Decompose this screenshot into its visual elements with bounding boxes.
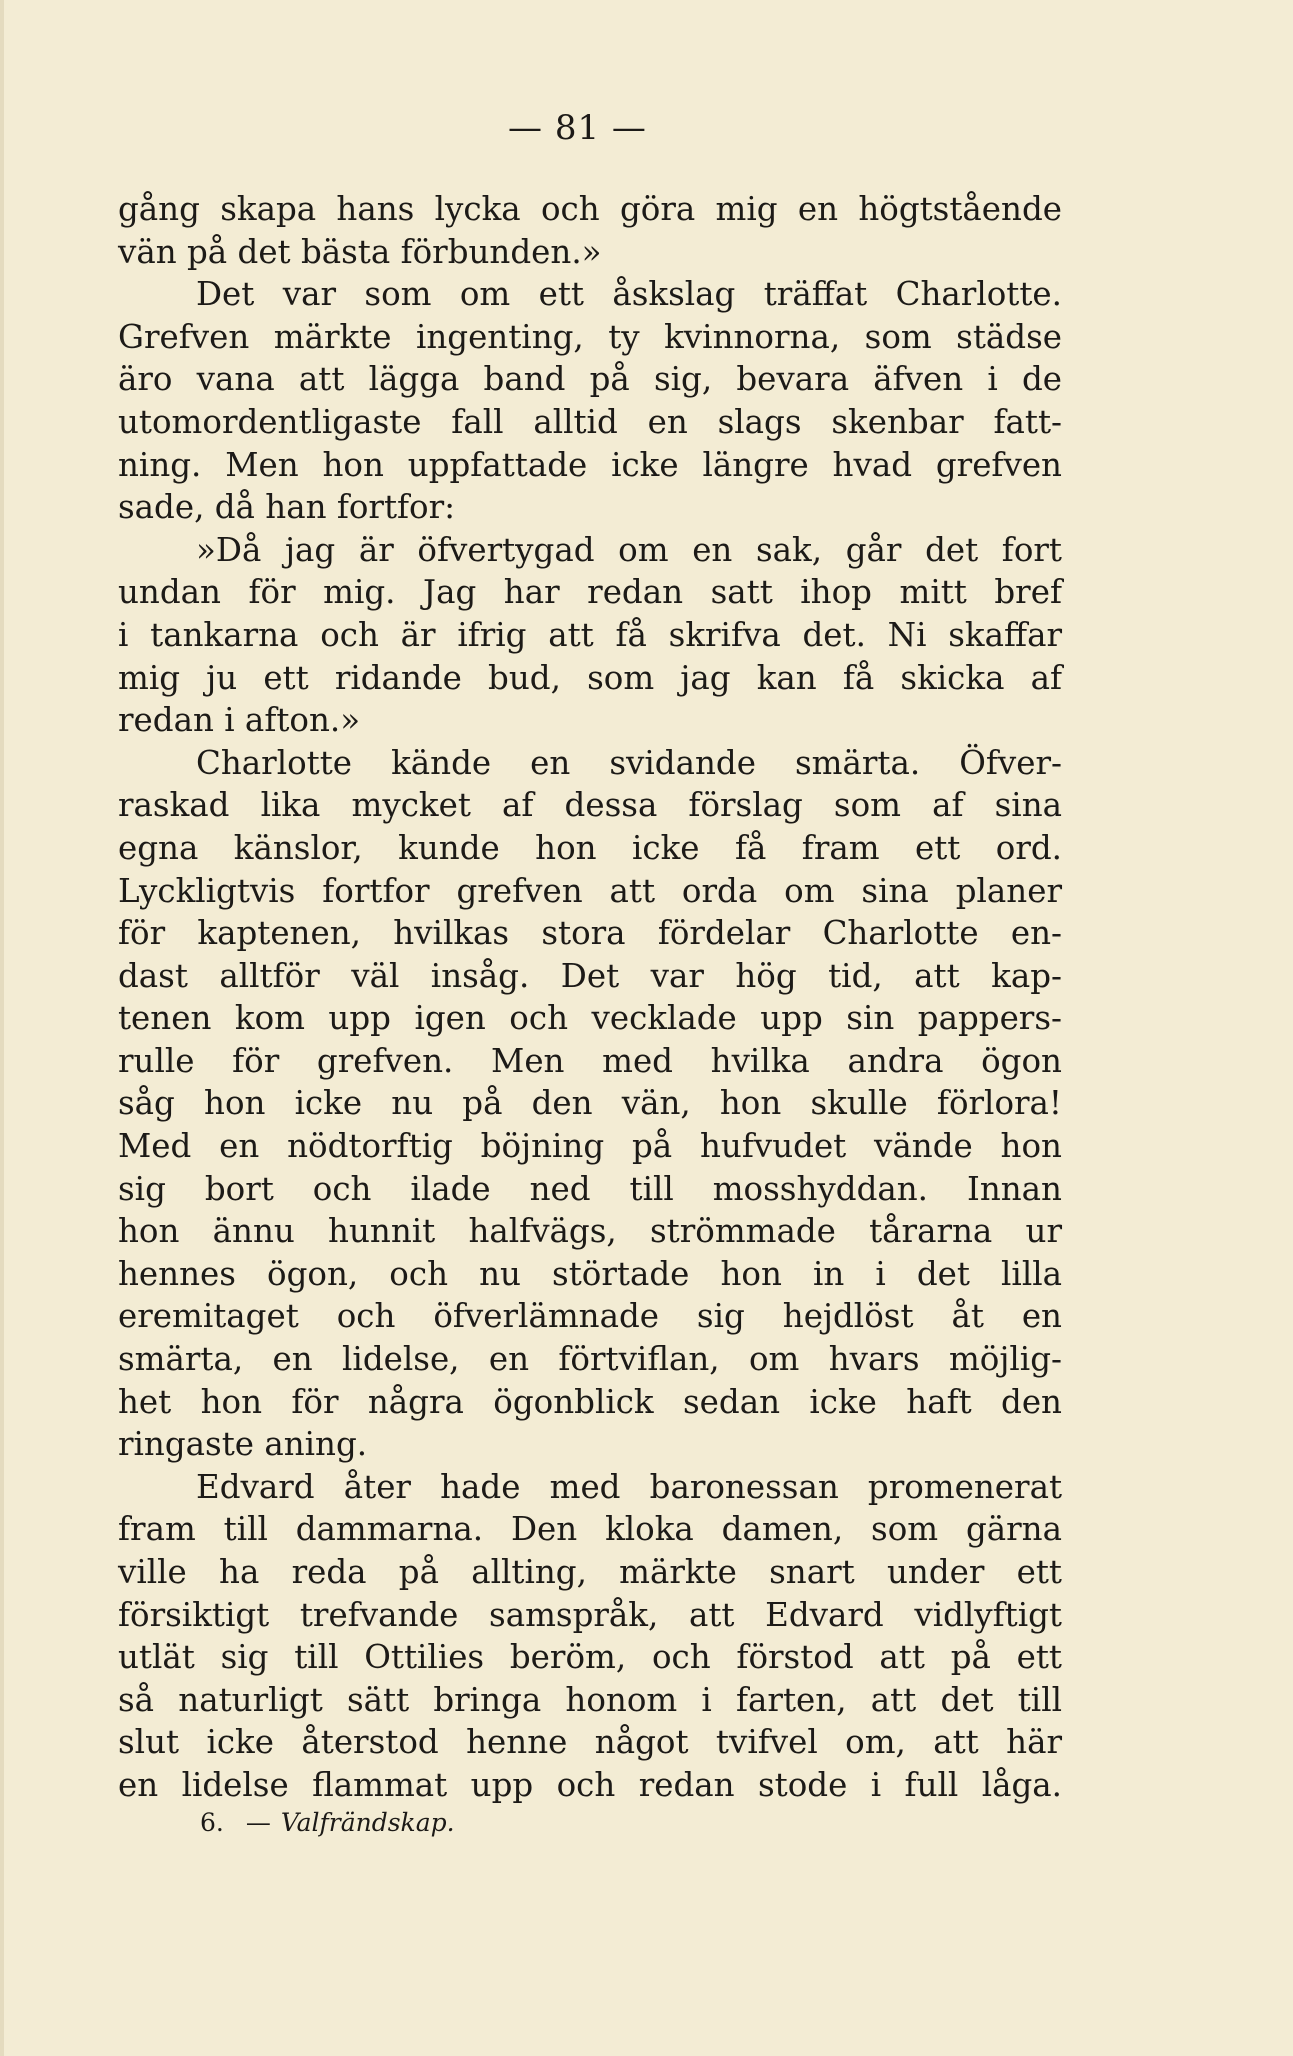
signature-dash: — (245, 1808, 271, 1837)
text-line: fram till dammarna. Den kloka damen, som gärna (118, 1510, 1062, 1549)
text-line: utomordentligaste fall alltid en slags skenbar fatt- (118, 402, 1062, 441)
text-line: i tankarna och är ifrig att få skrifva det. Ni skaffar (118, 615, 1062, 654)
text-line: eremitaget och öfverlämnade sig hejdlöst åt en (118, 1297, 1062, 1336)
text-line: raskad lika mycket af dessa förslag som af sina (118, 786, 1062, 825)
text-line: dast alltför väl insåg. Det var hög tid, att kap- (118, 956, 1062, 995)
body-text (118, 188, 1062, 1807)
text-line: äro vana att lägga band på sig, bevara äfven i de (118, 360, 1062, 399)
text-line: mig ju ett ridande bud, som jag kan få skicka af (118, 658, 1062, 697)
text-line: för kaptenen, hvilkas stora fördelar Charlotte en- (118, 914, 1062, 953)
text-line: slut icke återstod henne något tvifvel om, att här (118, 1723, 1062, 1762)
text-line: försiktigt trefvande samspråk, att Edvard vidlyftigt (118, 1595, 1062, 1634)
text-line: ning. Men hon uppfattade icke längre hvad grefven (118, 445, 1062, 484)
text-line: så naturligt sätt bringa honom i farten, att det till (118, 1680, 1062, 1719)
signature-footer (200, 1808, 455, 1837)
text-line: gång skapa hans lycka och göra mig en högtstående (118, 190, 1062, 228)
signature-title: Valfrändskap. (280, 1808, 455, 1837)
text-line: en lidelse flammat upp och redan stode i full låga. (118, 1765, 1062, 1804)
text-line: smärta, en lidelse, en förtviflan, om hvars möjlig- (118, 1340, 1062, 1379)
text-line: såg hon icke nu på den vän, hon skulle förlora! (118, 1084, 1062, 1123)
text-line: Charlotte kände en svidande smärta. Öfver- (196, 743, 1062, 782)
text-line: Grefven märkte ingenting, ty kvinnorna, som städse (118, 317, 1062, 356)
text-line: vän på det bästa förbunden.» (118, 232, 602, 271)
signature-number: 6. (200, 1808, 224, 1837)
text-line: sade, då han fortfor: (118, 488, 456, 527)
page-edge (0, 0, 4, 2056)
text-line: hennes ögon, och nu störtade hon in i det lilla (118, 1254, 1062, 1293)
text-line: ville ha reda på allting, märkte snart under ett (118, 1553, 1062, 1591)
text-line: sig bort och ilade ned till mosshyddan. Innan (118, 1169, 1062, 1208)
text-line: Lyckligtvis fortfor grefven att orda om sina planer (118, 871, 1062, 910)
text-line: egna känslor, kunde hon icke få fram ett ord. (118, 828, 1062, 867)
text-line: hon ännu hunnit halfvägs, strömmade tårarna ur (118, 1212, 1062, 1251)
text-line: rulle för grefven. Men med hvilka andra ögon (118, 1041, 1062, 1080)
text-line: Med en nödtorftig böjning på hufvudet vände hon (118, 1127, 1062, 1166)
text-line: redan i afton.» (118, 701, 361, 740)
text-line: »Då jag är öfvertygad om en sak, går det fort (196, 530, 1062, 569)
text-line: Det var som om ett åskslag träffat Charlotte. (196, 275, 1062, 314)
text-line: ringaste aning. (118, 1425, 368, 1464)
text-line: utlät sig till Ottilies beröm, och förstod att på ett (118, 1638, 1062, 1677)
text-line: tenen kom upp igen och vecklade upp sin pappers- (118, 999, 1062, 1038)
text-line: het hon för några ögonblick sedan icke haft den (118, 1382, 1062, 1421)
text-line: undan för mig. Jag har redan satt ihop mitt bref (118, 573, 1062, 612)
page-number-header: — 81 — (508, 108, 647, 148)
text-line: Edvard åter hade med baronessan promenerat (196, 1467, 1062, 1506)
